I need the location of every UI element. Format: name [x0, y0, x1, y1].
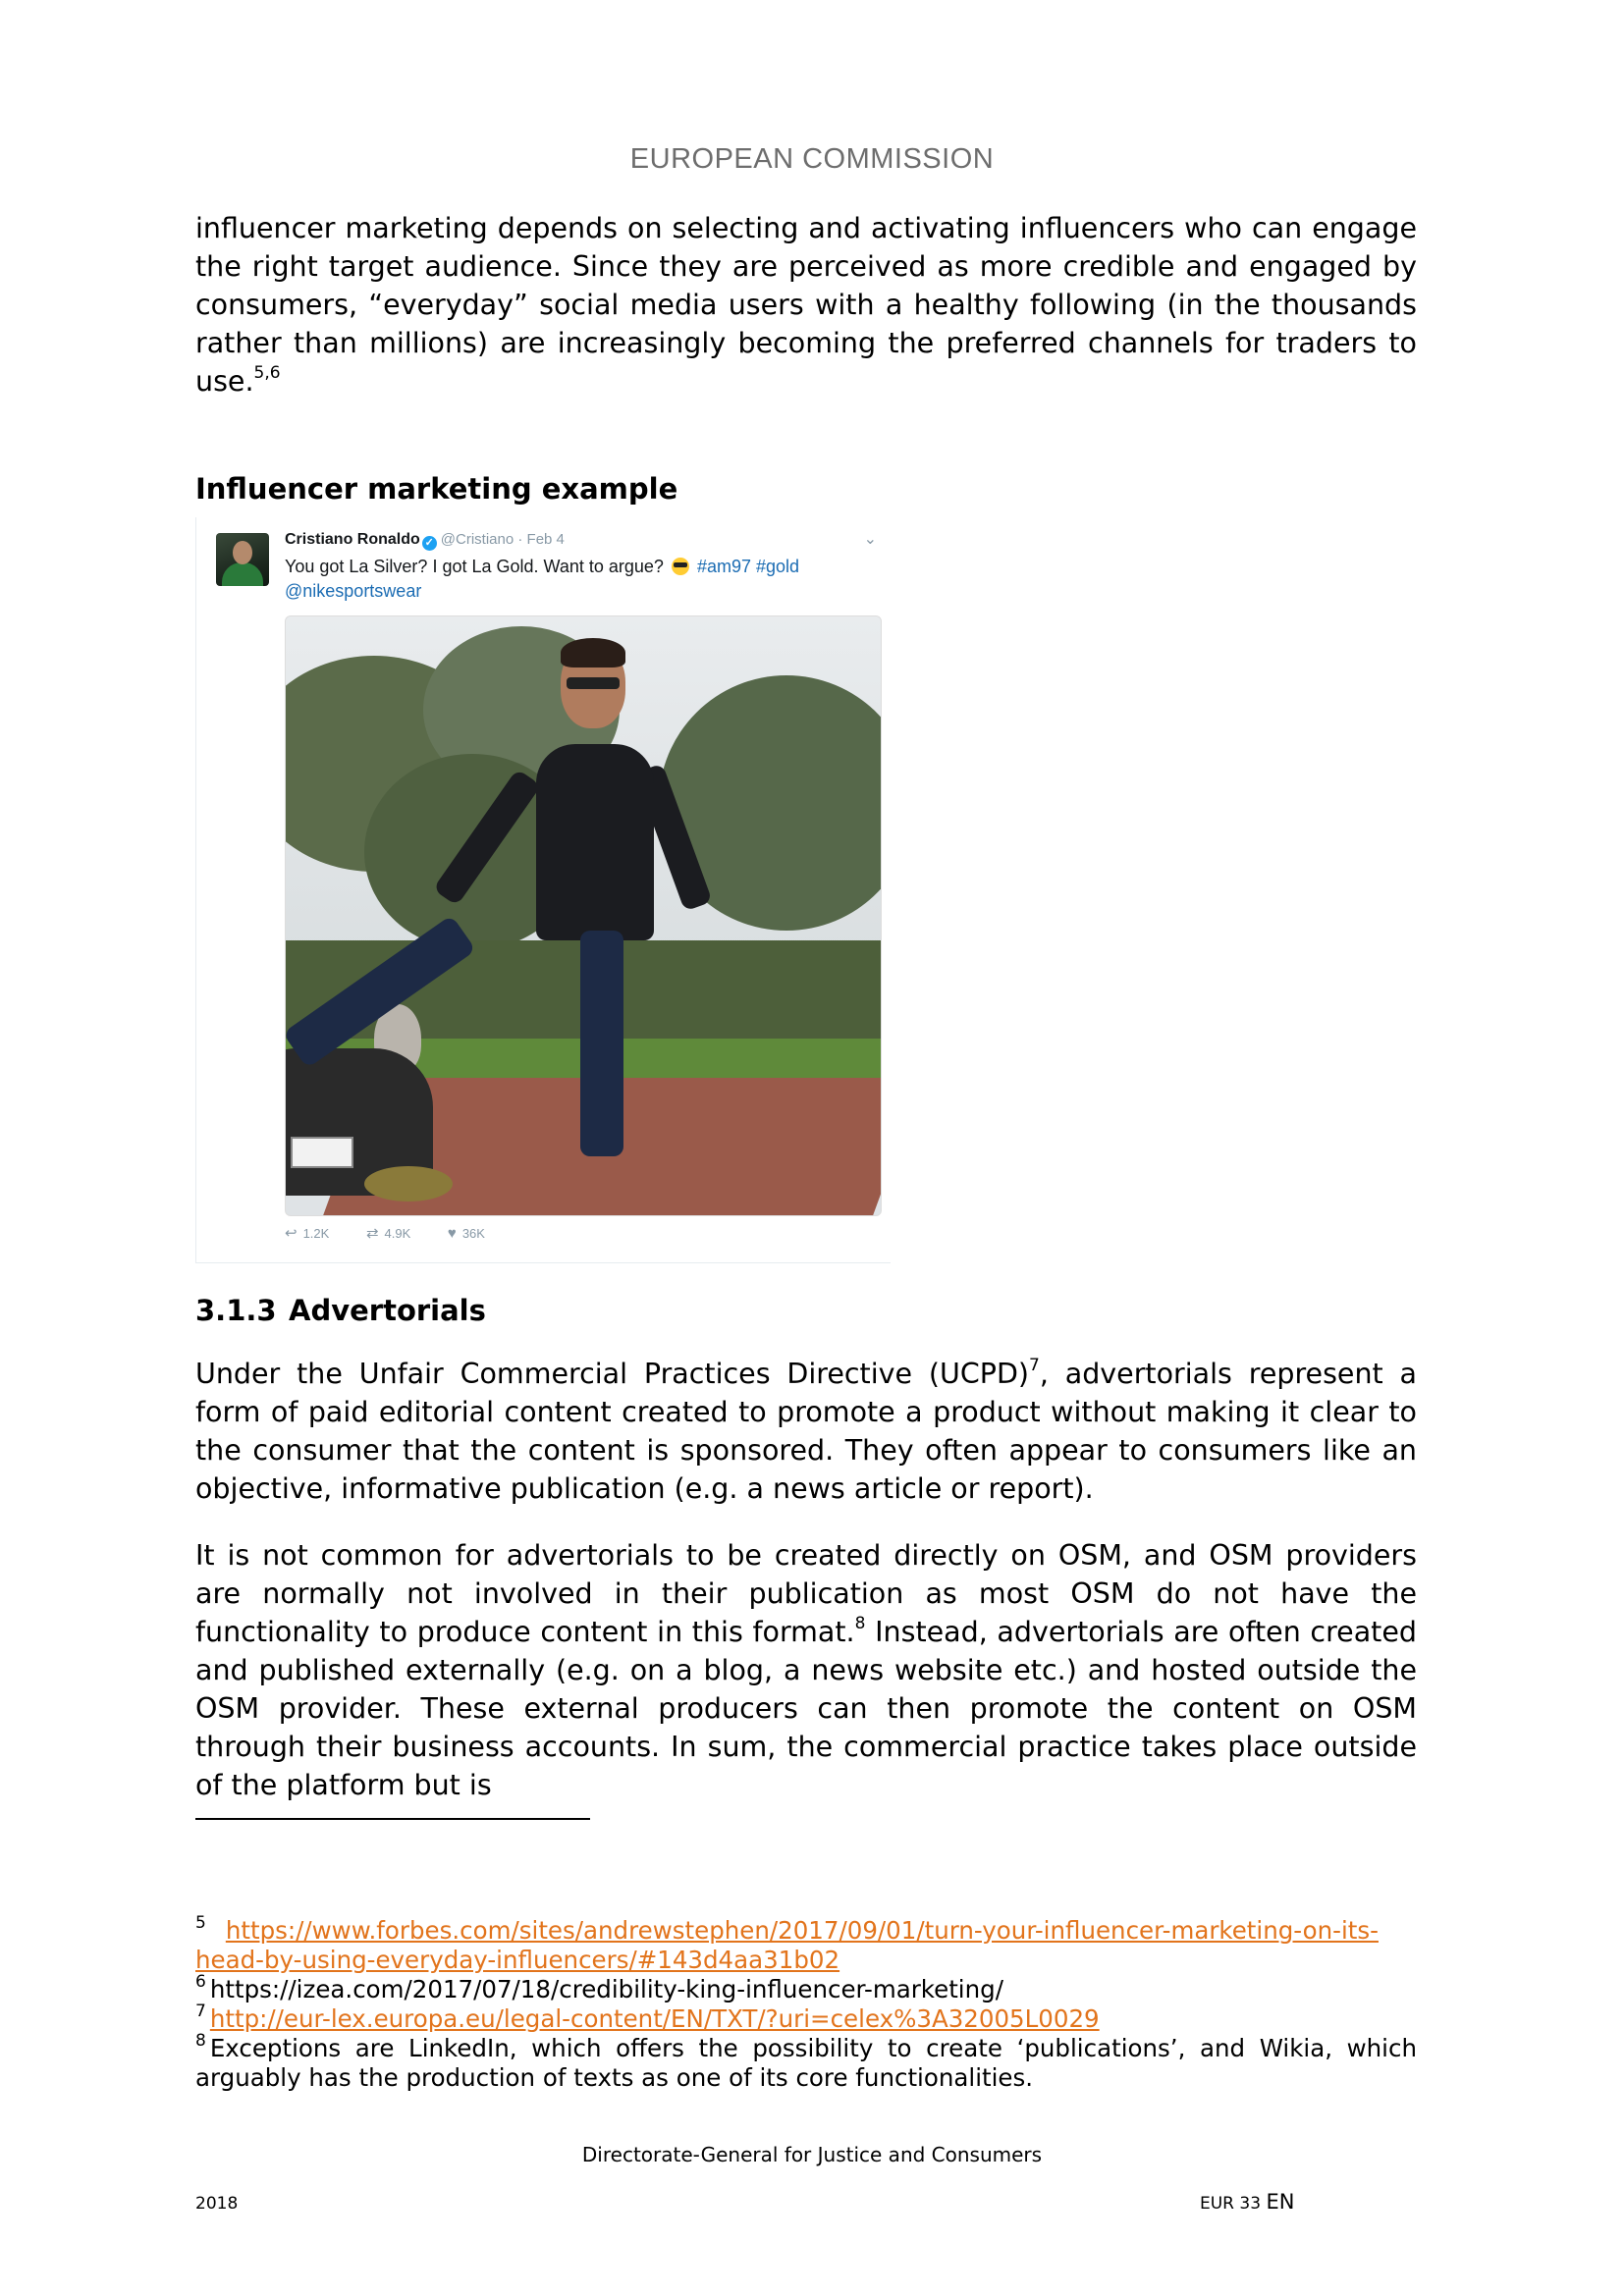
tweet-text	[285, 555, 835, 604]
footnote-5	[195, 1912, 1417, 1975]
tweet-actions	[285, 1224, 518, 1242]
footer-directorate: Directorate-General for Justice and Consumers	[581, 2143, 1043, 2166]
reply-icon: ↩	[285, 1225, 298, 1242]
osm-text-a: It is not common for advertorials to be created directly on OSM, and OSM providers are normally not involved in their publication as most OSM do not have the functionality to produce content in this format.	[195, 1539, 1417, 1648]
footnote-divider	[195, 1818, 590, 1820]
tweet-author[interactable]	[285, 531, 565, 551]
avatar[interactable]	[216, 533, 269, 586]
footnote-5-link[interactable]: https://www.forbes.com/sites/andrewstephen/2017/09/01/turn-your-influencer-marketing-on-its-head-by-using-everyday-influencers/#143d4aa31b02	[195, 1916, 1379, 1974]
footnote-number: 7	[195, 2001, 206, 2021]
figure-heading: Influencer marketing example	[195, 472, 678, 506]
footnotes	[195, 1912, 1417, 2093]
footnote-number: 5	[195, 1912, 206, 1933]
ucpd-text-b: , advertorials represent a form of paid editorial content created to promote a product without making it clear to the consumer that the content is sponsored. They often appear to consumers like an objective, informative publication (e.g. a news article or report).	[195, 1358, 1417, 1505]
reply-count: 1.2K	[302, 1226, 330, 1241]
footnote-8	[195, 2030, 1417, 2093]
footnote-7	[195, 2001, 1417, 2034]
section-heading	[195, 1294, 486, 1327]
tweet-author-name: Cristiano Ronaldo	[285, 531, 420, 548]
footnote-ref-5-6[interactable]: 5,6	[253, 362, 281, 383]
tweet-handle: @Cristiano · Feb 4	[440, 531, 565, 548]
ucpd-paragraph	[195, 1355, 1417, 1508]
intro-paragraph	[195, 209, 1417, 400]
heart-icon: ♥	[447, 1225, 457, 1242]
section-number: 3.1.3	[195, 1294, 277, 1327]
tweet-mention[interactable]: @nikesportswear	[285, 581, 422, 601]
footer-reference	[1200, 2190, 1294, 2214]
footnote-number: 6	[195, 1971, 206, 1992]
footnote-6	[195, 1971, 1417, 2004]
reply-button[interactable]	[285, 1224, 329, 1242]
like-count: 36K	[461, 1226, 485, 1241]
chevron-down-icon[interactable]: ⌄	[863, 531, 877, 548]
osm-text-b: Instead, advertorials are often created and published externally (e.g. on a blog, a news website etc.) and hosted outside the OSM provider. These external producers can then promote the content on OSM through their business accounts. In sum, the commercial practice takes place outside of the platform but is	[195, 1616, 1417, 1801]
footnote-ref-7[interactable]: 7	[1029, 1355, 1040, 1375]
retweet-icon: ⇄	[365, 1225, 379, 1242]
footnote-ref-8[interactable]: 8	[854, 1613, 866, 1633]
verified-icon: ✓	[422, 536, 437, 551]
footnote-6-text: https://izea.com/2017/07/18/credibility-king-influencer-marketing/	[209, 1975, 1003, 2003]
ucpd-text-a: Under the Unfair Commercial Practices Directive (UCPD)	[195, 1358, 1030, 1390]
retweet-button[interactable]	[366, 1224, 410, 1242]
footnote-7-link[interactable]: http://eur-lex.europa.eu/legal-content/EN/TXT/?uri=celex%3A32005L0029	[209, 2004, 1100, 2033]
section-title: Advertorials	[289, 1294, 486, 1327]
footer-year: 2018	[195, 2194, 239, 2214]
retweet-count: 4.9K	[384, 1226, 411, 1241]
tweet-photo[interactable]	[285, 615, 882, 1216]
footnote-number: 8	[195, 2030, 206, 2051]
footer-ref-number: EUR 33	[1200, 2194, 1262, 2214]
like-button[interactable]	[448, 1225, 485, 1242]
tweet-card	[195, 517, 891, 1263]
footnote-8-text: Exceptions are LinkedIn, which offers the possibility to create ‘publications’, and Wikia, which arguably has the production of texts as one of its core functionalities.	[195, 2034, 1417, 2092]
tweet-text-main: You got La Silver? I got La Gold. Want to argue?	[285, 557, 664, 576]
intro-text: influencer marketing depends on selecting and activating influencers who can engage the right target audience. Since they are perceived as more credible and engaged by consumers, “everyday” social media users with a healthy following (in the thousands rather than millions) are increasingly becoming the preferred channels for traders to use.	[195, 212, 1417, 398]
tweet-hashtags[interactable]: #am97 #gold	[696, 557, 800, 576]
osm-paragraph	[195, 1536, 1417, 1804]
page-header: EUROPEAN COMMISSION	[629, 143, 995, 175]
sunglasses-emoji-icon	[672, 558, 689, 575]
footer-language: EN	[1266, 2190, 1295, 2214]
